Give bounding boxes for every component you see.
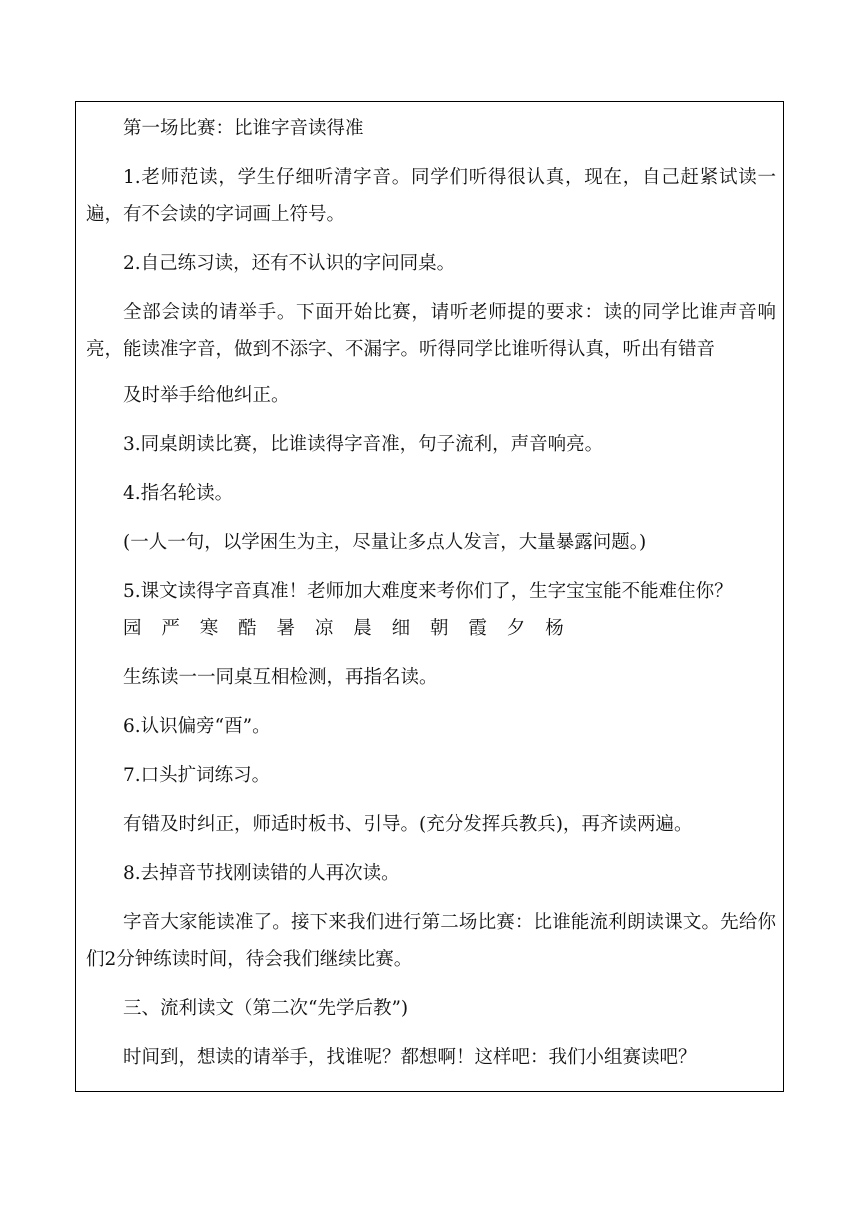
paragraph-step-5: 5.课文读得字音真准！老师加大难度来考你们了，生字宝宝能不能难住你？ (123, 581, 733, 602)
paragraph-step-4: 4.指名轮读。 (123, 483, 234, 504)
paragraph-board-writing: 有错及时纠正，师适时板书、引导。(充分发挥兵教兵)，再齐读两遍。 (123, 814, 693, 835)
paragraph-step-6: 6.认识偏旁“酉”。 (123, 716, 271, 737)
paragraph-contest-rules: 全部会读的请举手。下面开始比赛，请听老师提的要求：读的同学比谁声音响亮，能读准字音，做到不添字、不漏字。听得同学比谁听得认真，听出有错音 (86, 302, 776, 360)
paragraph-group-reading: 时间到，想读的请举手，找谁呢？都想啊！这样吧：我们小组赛读吧？ (123, 1047, 697, 1068)
heading-fluent-reading: 三、流利读文（第二次“先学后教”) (123, 998, 409, 1019)
paragraph-step-3: 3.同桌朗读比赛，比谁读得字音准，句子流利，声音响亮。 (123, 434, 604, 455)
paragraph-round-reading-note: (一人一句，以学困生为主，尽量让多点人发言，大量暴露问题。) (123, 532, 647, 553)
paragraph-step-8: 8.去掉音节找刚读错的人再次读。 (123, 863, 400, 884)
paragraph-second-contest: 字音大家能读准了。接下来我们进行第二场比赛：比谁能流利朗读课文。先给你 们2分钟练读时间，待会我们继续比赛。 (86, 912, 776, 970)
paragraph-step-1: 1.老师范读，学生仔细听清字音。同学们听得很认真，现在，自己赶紧试读一遍，有不会读的字词画上符号。 (86, 167, 776, 225)
heading-first-contest: 第一场比赛：比谁字音读得准 (123, 118, 364, 139)
new-characters-list: 园 严 寒 酷 暑 凉 晨 细 朝 霞 夕 杨 (123, 618, 571, 639)
paragraph-step-7: 7.口头扩词练习。 (123, 765, 271, 786)
lesson-text (86, 110, 776, 1076)
paragraph-correction: 及时举手给他纠正。 (123, 385, 290, 406)
paragraph-peer-check: 生练读一一同桌互相检测，再指名读。 (123, 667, 438, 688)
paragraph-step-2: 2.自己练习读，还有不认识的字问同桌。 (123, 253, 456, 274)
